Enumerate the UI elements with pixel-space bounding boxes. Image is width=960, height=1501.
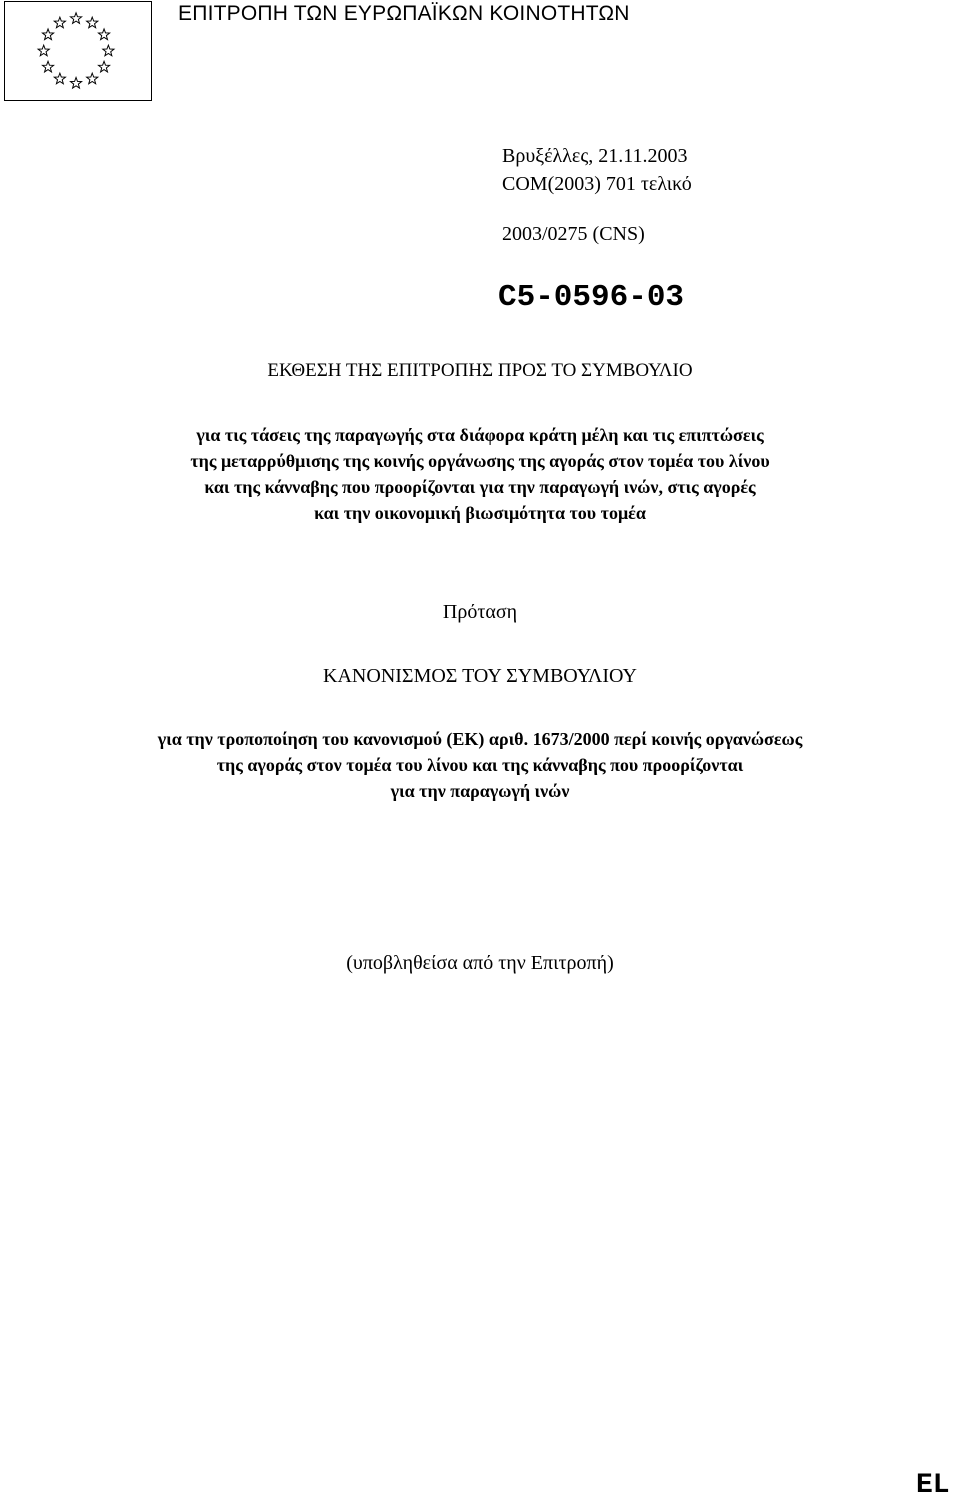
regulation-subject-line: της αγοράς στον τομέα του λίνου και της κάνναβης που προορίζονται — [216, 755, 744, 775]
eu-flag-icon — [4, 1, 152, 101]
com-number: COM(2003) 701 τελικό — [502, 173, 692, 195]
institution-name: ΕΠΙΤΡΟΠΗ ΤΩΝ ΕΥΡΩΠΑΪΚΩΝ ΚΟΙΝΟΤΗΤΩΝ — [178, 2, 630, 25]
star-icon — [98, 29, 109, 40]
regulation-title: ΚΑΝΟΝΙΣΜΟΣ ΤΟΥ ΣΥΜΒΟΥΛΙΟΥ — [323, 665, 637, 687]
council-reference: C5-0596-03 — [498, 280, 685, 315]
report-subject-line: για τις τάσεις της παραγωγής στα διάφορα κράτη μέλη και τις επιπτώσεις — [196, 425, 764, 445]
proposal-label: Πρόταση — [442, 601, 518, 623]
star-icon — [42, 29, 53, 40]
star-icon — [98, 61, 109, 72]
star-icon — [87, 17, 98, 28]
star-icon — [42, 61, 53, 72]
star-icon — [87, 73, 98, 84]
report-title: ΕΚΘΕΣΗ ΤΗΣ ΕΠΙΤΡΟΠΗΣ ΠΡΟΣ ΤΟ ΣΥΜΒΟΥΛΙΟ — [267, 360, 693, 381]
star-icon — [70, 13, 81, 24]
regulation-subject-line: για την τροποποίηση του κανονισμού (ΕΚ) αριθ. 1673/2000 περί κοινής οργανώσεως — [157, 729, 803, 749]
report-subject-line: της μεταρρύθμισης της κοινής οργάνωσης της αγοράς στον τομέα του λίνου — [190, 451, 770, 471]
star-icon — [38, 45, 49, 56]
place-date: Βρυξέλλες, 21.11.2003 — [502, 145, 688, 167]
star-icon — [54, 17, 65, 28]
report-subject-line: και την οικονομική βιωσιμότητα του τομέα — [314, 503, 646, 523]
star-icon — [103, 45, 114, 56]
eu-stars-circle — [5, 2, 151, 100]
star-icon — [54, 73, 65, 84]
language-code: EL — [916, 1470, 950, 1501]
star-icon — [70, 77, 81, 88]
regulation-subject-line: για την παραγωγή ινών — [390, 781, 570, 801]
submitted-by: (υποβληθείσα από την Επιτροπή) — [346, 952, 614, 974]
procedure-number: 2003/0275 (CNS) — [502, 223, 645, 245]
report-subject-line: και της κάνναβης που προορίζονται για την παραγωγή ινών, στις αγορές — [204, 477, 756, 497]
